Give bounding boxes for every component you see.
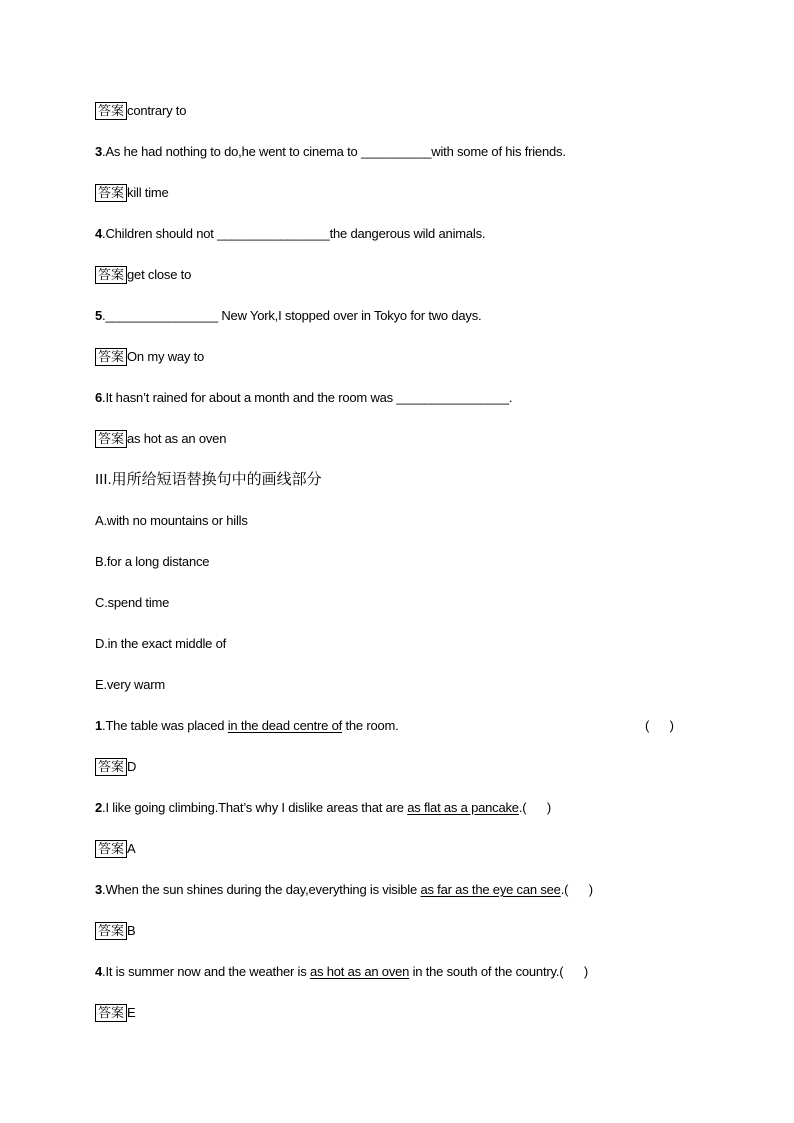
question-line (95, 295, 735, 336)
answer-label-box: 答案 (95, 922, 127, 940)
answer-parentheses: ( ) (564, 882, 593, 897)
page-content (95, 90, 735, 1033)
question-text-after: in the south of the country. (409, 964, 560, 979)
question-text-before: .As he had nothing to do,he went to cinema to (102, 144, 361, 159)
option-item: B.for a long distance (95, 554, 210, 569)
option-item: A.with no mountains or hills (95, 513, 248, 528)
question-line (95, 213, 735, 254)
answer-line (95, 992, 735, 1033)
answer-line (95, 90, 735, 131)
answer-blank: __________ (360, 144, 432, 159)
answer-parentheses: ( ) (559, 964, 588, 979)
question-text-after: the dangerous wild animals. (329, 226, 486, 241)
underlined-phrase: as flat as a pancake (407, 800, 519, 815)
underlined-phrase: as hot as an oven (309, 964, 410, 979)
answer-line (95, 172, 735, 213)
answer-blank: ________________ (217, 226, 330, 241)
question-number: 1 (95, 718, 103, 733)
answer-blank: ________________ (396, 390, 509, 405)
answer-parentheses: ( ) (522, 800, 551, 815)
question-text-before: . (102, 308, 106, 323)
question-number: 5 (95, 308, 103, 323)
underlined-phrase: in the dead centre of (227, 718, 343, 733)
answer-line (95, 336, 735, 377)
answer-parentheses: ( ) (645, 718, 674, 733)
option-item: D.in the exact middle of (95, 636, 227, 651)
question-number: 3 (95, 882, 103, 897)
answer-line (95, 746, 735, 787)
answer-label-box: 答案 (95, 1004, 127, 1022)
question-text-after: . (508, 390, 513, 405)
section-heading: III.用所给短语替换句中的画线部分 (95, 471, 322, 488)
question-line (95, 869, 735, 910)
question-line (95, 787, 735, 828)
question-text-after: the room. (342, 718, 399, 733)
answer-text: kill time (127, 185, 169, 200)
answer-line (95, 254, 735, 295)
answer-text: On my way to (127, 349, 205, 364)
question-text-after: . (560, 882, 565, 897)
question-text-after: . (518, 800, 523, 815)
question-text-before: .It hasn’t rained for about a month and the room was (102, 390, 397, 405)
question-number: 2 (95, 800, 103, 815)
question-line (95, 705, 735, 746)
question-line (95, 951, 735, 992)
option-item: E.very warm (95, 677, 166, 692)
question-text-after: New York,I stopped over in Tokyo for two days. (217, 308, 482, 323)
question-text-before: .It is summer now and the weather is (102, 964, 310, 979)
question-number: 4 (95, 964, 103, 979)
question-text-before: .The table was placed (102, 718, 228, 733)
question-number: 3 (95, 144, 103, 159)
answer-line (95, 418, 735, 459)
answer-text: D (127, 759, 137, 774)
answer-text: as hot as an oven (127, 431, 227, 446)
answer-line (95, 828, 735, 869)
answer-label-box: 答案 (95, 102, 127, 120)
answer-text: contrary to (127, 103, 187, 118)
answer-line (95, 910, 735, 951)
question-text-before: .I like going climbing.That’s why I dislike areas that are (102, 800, 408, 815)
question-text-before: .Children should not (102, 226, 218, 241)
answer-blank: ________________ (105, 308, 218, 323)
question-line (95, 131, 735, 172)
answer-text: A (127, 841, 136, 856)
answer-label-box: 答案 (95, 840, 127, 858)
question-text-before: .When the sun shines during the day,everything is visible (102, 882, 421, 897)
option-item: C.spend time (95, 595, 170, 610)
answer-label-box: 答案 (95, 348, 127, 366)
answer-label-box: 答案 (95, 758, 127, 776)
underlined-phrase: as far as the eye can see (420, 882, 561, 897)
answer-text: B (127, 923, 136, 938)
answer-label-box: 答案 (95, 184, 127, 202)
question-text-after: with some of his friends. (431, 144, 566, 159)
answer-text: E (127, 1005, 136, 1020)
answer-label-box: 答案 (95, 266, 127, 284)
answer-text: get close to (127, 267, 192, 282)
question-number: 4 (95, 226, 103, 241)
question-number: 6 (95, 390, 103, 405)
question-line (95, 377, 735, 418)
answer-label-box: 答案 (95, 430, 127, 448)
